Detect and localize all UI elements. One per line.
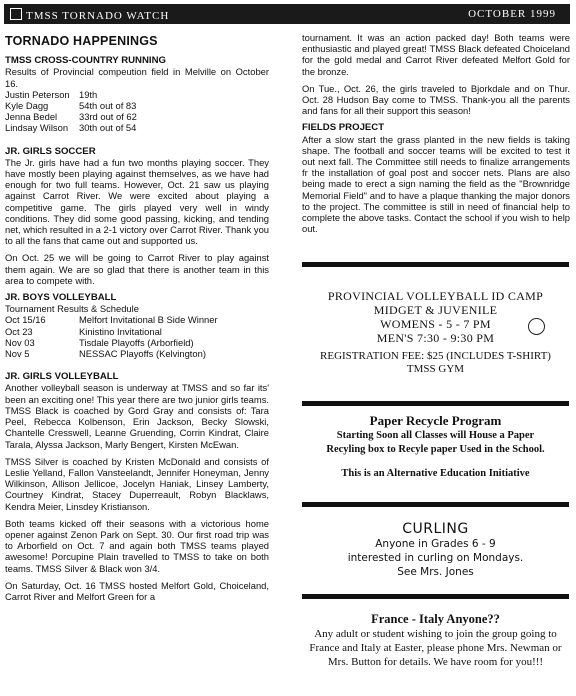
- right-column: [302, 28, 570, 240]
- soccer-paragraph: On Oct. 25 we will be going to Carrot River to play against them again. We are so glad that there is another team in this area to compete with.: [5, 252, 269, 286]
- header-banner: [4, 4, 570, 24]
- paper-recycle-notice: Paper Recycle Program Starting Soon all Classes will House a Paper Recyling box to Recyle paper Used in the School. This is an Alternative Education Initiative: [326, 413, 545, 479]
- boys-volleyball-title: JR. BOYS VOLLEYBALL: [5, 292, 117, 304]
- girls-paragraph: TMSS Silver is coached by Kristen McDonald and consists of Leslie Yelland, Fallon Vansteelandt, Jennifer Honeyman, Jenny Wilkinson, Allison Jellicoe, Jocelyn Haniak, Linsey Lamberty, Courtney Kindrat, Stacey Duperreault, Robyn Blacklaws, Kendra Meier, Linsdey Kristianson.: [5, 455, 269, 512]
- list-item: Nov 03 Tisdale Playoffs (Arborfield): [5, 336, 194, 348]
- issue-date: OCTOBER 1999: [468, 8, 556, 20]
- curling-notice: CURLING Anyone in Grades 6 - 9 interested in curling on Mondays. See Mrs. Jones: [347, 521, 524, 578]
- france-italy-notice: France - Italy Anyone?? Any adult or student wishing to join the group going to France and Italy at Easter, please phone Mrs. Newman or Mrs. Button for details. We have room for you!!!: [309, 612, 562, 668]
- xc-intro: Results of Provincial compeution field in Melville on October 16.: [5, 66, 269, 89]
- list-item: Oct 23 Kinistino Invitational: [5, 325, 162, 337]
- girls-volleyball-title: JR. GIRLS VOLLEYBALL: [5, 371, 119, 383]
- divider: [302, 401, 569, 406]
- list-item: Oct 15/16 Melfort Invitational B Side Winner: [5, 314, 218, 326]
- list-item: Jenna Bedel 33rd out of 62: [5, 111, 137, 123]
- divider: [302, 502, 569, 507]
- volleyball-icon: [528, 318, 545, 335]
- fields-title: FIELDS PROJECT: [302, 122, 385, 134]
- xc-results: [5, 89, 269, 134]
- list-item: Lindsay Wilson 30th out of 54: [5, 122, 137, 134]
- divider: [302, 262, 569, 267]
- girls-paragraph: On Saturday, Oct. 16 TMSS hosted Melfort Gold, Choiceland, Carrot River and Melfort Green for a: [5, 579, 269, 602]
- registration-info: REGISTRATION FEE: $25 (INCLUDES T-SHIRT) TMSS GYM: [320, 350, 551, 375]
- girls-paragraph: Both teams kicked off their seasons with a victorious home opener against Zenon Park on Sept. 30. Our first road trip was to Arborfield on Oct. 7 and again both TMSS teams played awesome! Porcupine Plain travelled to TMSS to take on both teams. TMSS Silver & Black won 3/4.: [5, 517, 269, 574]
- list-item: Kyle Dagg 54th out of 83: [5, 100, 137, 112]
- boys-volleyball-subtitle: Tournament Results & Schedule: [5, 303, 139, 315]
- list-item: Justin Peterson 19th: [5, 88, 98, 100]
- fields-paragraph: After a slow start the grass planted in the new fields is taking shape. The football and soccer teams will be excited to test it out next fall. The Committee still needs to finalize arrangements fr the installation of goal post and soccer nets. Plans are also being made to erect a sign naming the field as the "Brownridge Memorial Field" and to have a plaque thanking the major donors to the project. The committee is still in need of financial help to complete the above tasks. Contact the school if you wish to help out.: [302, 133, 570, 235]
- soccer-paragraph: The Jr. girls have had a fun two months playing soccer. They have mostly been playing against themselves, as we have had enough for two full teams. However, Oct. 21 saw us playing against Carrot River. We were excited about playing a competitive game. The girls played very well in windy conditions. They did some good passing, kicking, and tending net, which resulted in a 2-1 victory over Carrot River. Thank you to all the fans that came out and supported us.: [5, 156, 270, 247]
- girls-paragraph: Another volleyball season is underway at TMSS and so far its' been an exciting one! This year there are two junior girls teams. TMSS Black is coached by Gord Gray and consists of: Tara Peel, Rebecca Kolbenson, Erin Jackson, Becky Slowski, Chantelle Cresswell, Leanne Gruending, Corrin Kindrat, Claire Tarala, Alyssa Jackson, Marly Bengert, Kirsten McEwan.: [5, 382, 269, 450]
- divider: [302, 594, 569, 599]
- continued-paragraph: On Tue., Oct. 26, the girls traveled to Bjorkdale and on Thur. Oct. 28 Hudson Bay come to TMSS. Thank-you all the parents and fans for all their support this season!: [302, 82, 570, 117]
- section-heading: TORNADO HAPPENINGS: [5, 34, 158, 48]
- list-item: Nov 5 NESSAC Playoffs (Kelvington): [5, 348, 206, 360]
- continued-paragraph: tournament. It was an action packed day! Both teams were enthusiastic and played great! TMSS Black defeated Choiceland for the gold medal and Carrot River defeated Melfort Gold for the bronze.: [302, 32, 570, 77]
- newsletter-title: TMSS TORNADO WATCH: [26, 10, 170, 22]
- school-logo-icon: [10, 8, 22, 20]
- soccer-title: JR. GIRLS SOCCER: [5, 145, 96, 157]
- left-column: [5, 28, 269, 608]
- xc-title: TMSS CROSS-COUNTRY RUNNING: [5, 55, 166, 67]
- schedule-list: [5, 314, 269, 359]
- volleyball-camp-notice: PROVINCIAL VOLLEYBALL ID CAMP MIDGET & JUVENILE WOMENS - 5 - 7 PM MEN'S 7:30 - 9:30 PM: [327, 289, 544, 345]
